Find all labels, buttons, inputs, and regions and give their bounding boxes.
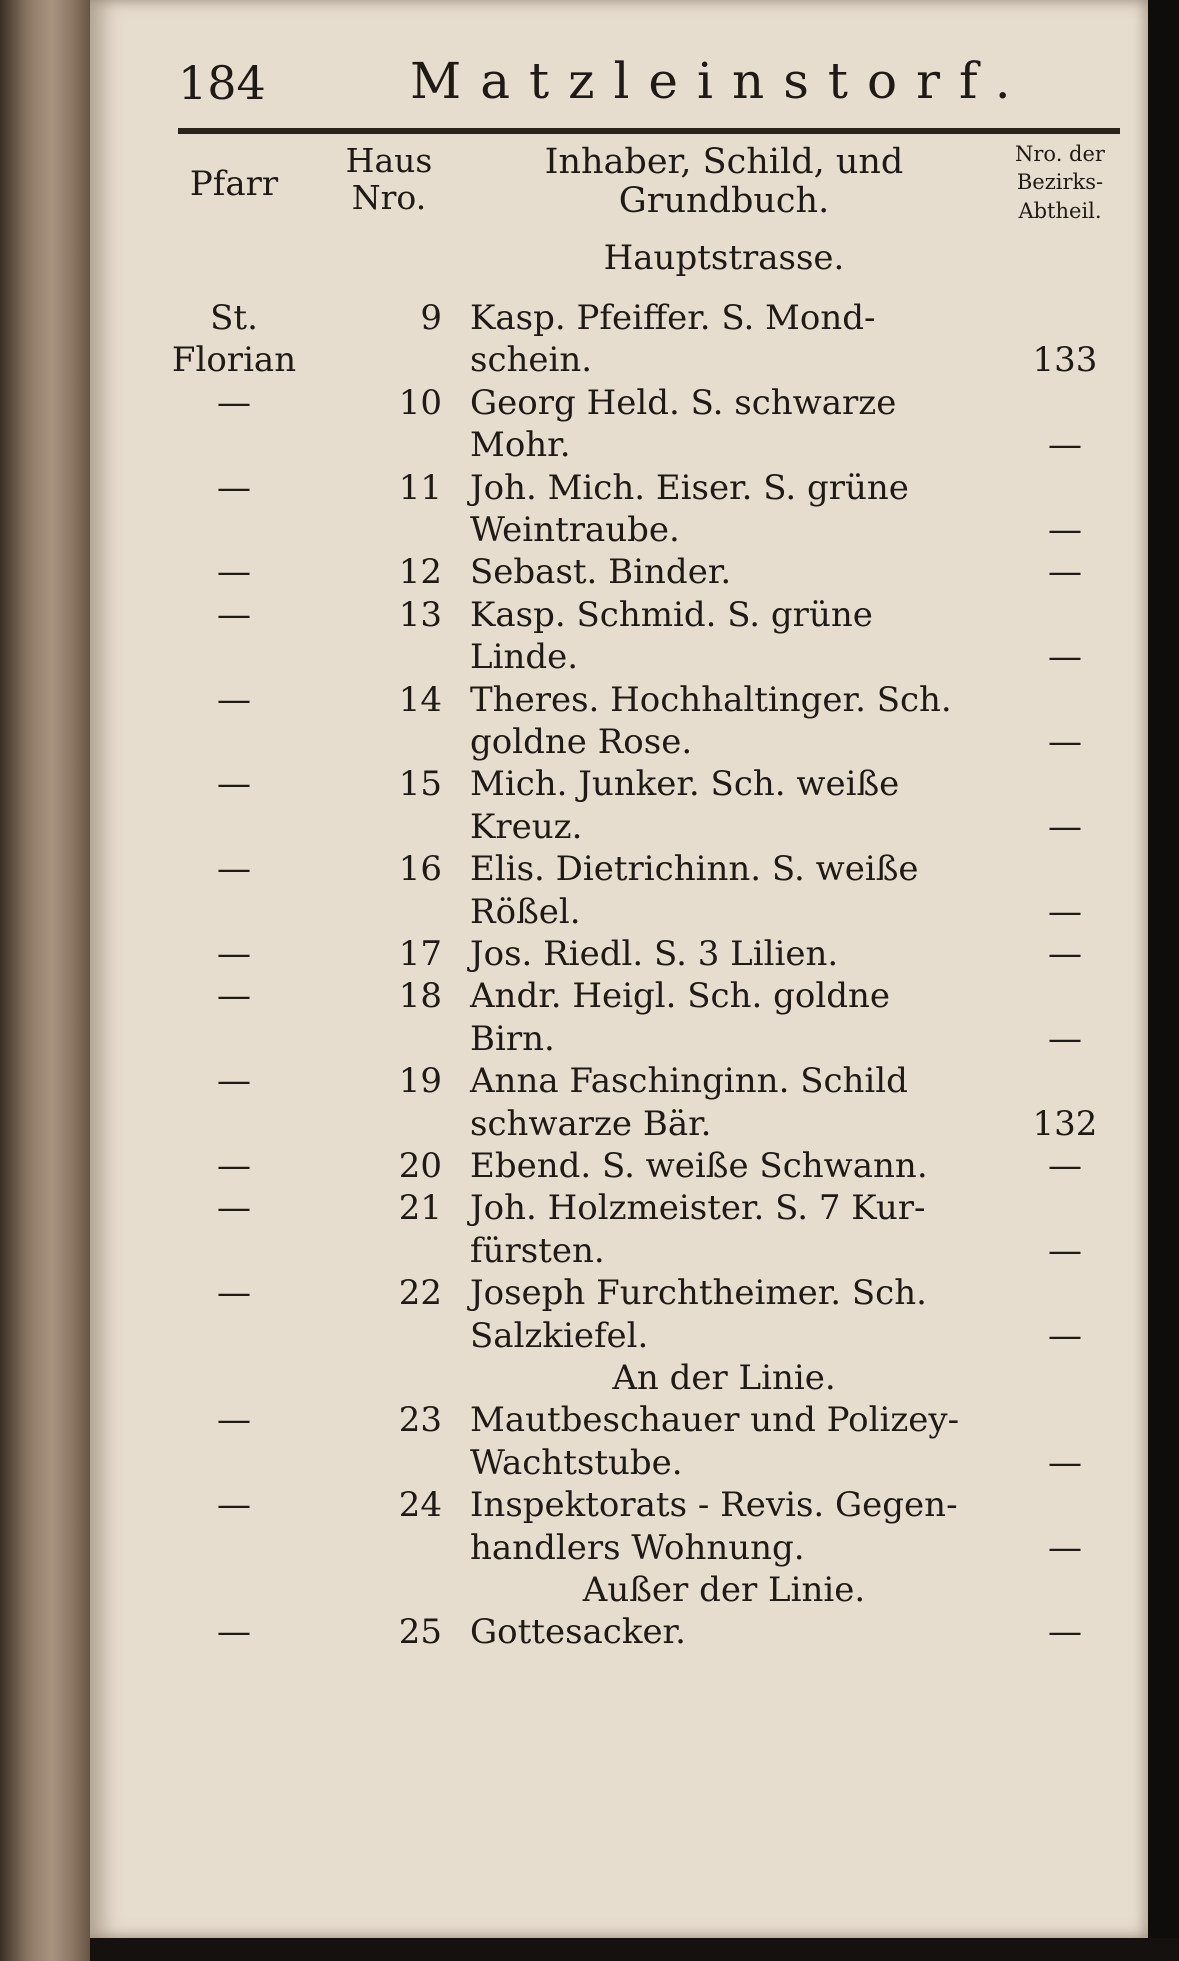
section-heading: An der Linie. xyxy=(612,1358,836,1398)
house-number-cell: 15 xyxy=(398,764,442,805)
owner-sign-cell: Sebast. Binder. xyxy=(470,552,732,593)
book-binding xyxy=(0,0,94,1961)
district-cell: — xyxy=(1048,552,1082,593)
page-number: 184 xyxy=(178,56,266,110)
district-cell: — xyxy=(1048,1442,1082,1483)
district-cell: — xyxy=(1048,1230,1082,1271)
house-number-cell: 14 xyxy=(398,679,442,720)
section-heading: Außer der Linie. xyxy=(582,1570,866,1610)
owner-sign-cell: Joh. Mich. Eiser. S. grüne xyxy=(470,467,909,508)
house-number-cell: 20 xyxy=(398,1146,442,1186)
district-cell: — xyxy=(1048,1146,1082,1186)
owner-sign-cell: Jos. Riedl. S. 3 Lilien. xyxy=(470,934,839,974)
owner-sign-cell: Birn. xyxy=(470,1018,555,1059)
parish-cell: — xyxy=(217,764,251,805)
owner-sign-cell: Mich. Junker. Sch. weiße xyxy=(470,764,900,805)
house-number-cell: 23 xyxy=(398,1400,442,1441)
owner-sign-cell: schwarze Bär. xyxy=(470,1103,712,1144)
parish-cell: — xyxy=(217,382,251,423)
owner-sign-cell: Kasp. Pfeiffer. S. Mond- xyxy=(470,298,876,338)
parish-cell: — xyxy=(217,552,251,593)
book-page xyxy=(90,0,1148,1938)
owner-sign-cell: Elis. Dietrichinn. S. weiße xyxy=(470,849,919,890)
house-number-cell: 22 xyxy=(398,1273,442,1314)
owner-sign-cell: Theres. Hochhaltinger. Sch. xyxy=(470,679,952,720)
page-edge-shadow xyxy=(1148,0,1179,1961)
owner-sign-cell: Inspektorats - Revis. Gegen- xyxy=(470,1485,958,1526)
district-cell: — xyxy=(1048,891,1082,932)
district-cell: — xyxy=(1048,934,1082,974)
parish-cell: — xyxy=(217,1612,251,1653)
owner-sign-cell: fürsten. xyxy=(470,1230,605,1271)
owner-sign-cell: Kasp. Schmid. S. grüne xyxy=(470,594,873,635)
owner-sign-cell: Georg Held. S. schwarze xyxy=(470,382,897,423)
parish-cell: — xyxy=(217,1061,251,1102)
owner-sign-cell: Gottesacker. xyxy=(470,1612,686,1653)
page-bottom-shadow xyxy=(90,1938,1179,1961)
parish-cell: — xyxy=(217,594,251,635)
house-number-cell: 13 xyxy=(398,594,442,635)
owner-sign-cell: Linde. xyxy=(470,637,579,678)
column-header-inhaber: Inhaber, Schild, und Grundbuch. xyxy=(544,142,904,222)
house-number-cell: 17 xyxy=(398,934,442,974)
section-heading: Hauptstrasse. xyxy=(603,238,845,278)
parish-cell: — xyxy=(217,1485,251,1526)
parish-cell: St. xyxy=(210,298,258,338)
district-cell: — xyxy=(1048,806,1082,847)
owner-sign-cell: schein. xyxy=(470,340,593,381)
house-number-cell: 21 xyxy=(398,1188,442,1229)
parish-cell: — xyxy=(217,679,251,720)
house-number-cell: 18 xyxy=(398,976,442,1017)
parish-cell: — xyxy=(217,934,251,974)
owner-sign-cell: Rößel. xyxy=(470,891,581,932)
owner-sign-cell: Weintraube. xyxy=(470,510,680,550)
parish-cell: — xyxy=(217,849,251,890)
parish-cell: — xyxy=(217,467,251,508)
district-cell: — xyxy=(1048,722,1082,762)
parish-cell: — xyxy=(217,976,251,1017)
column-header-haus-nro: Haus Nro. xyxy=(345,141,433,217)
district-cell: — xyxy=(1048,425,1082,466)
house-number-cell: 9 xyxy=(420,298,442,338)
owner-sign-cell: Mohr. xyxy=(470,425,571,466)
parish-cell: Florian xyxy=(171,340,297,381)
running-head: Matzleinstorf. xyxy=(410,52,1030,110)
district-cell: 132 xyxy=(1032,1103,1098,1144)
owner-sign-cell: Salzkiefel. xyxy=(470,1315,649,1356)
owner-sign-cell: Kreuz. xyxy=(470,806,583,847)
owner-sign-cell: Ebend. S. weiße Schwann. xyxy=(470,1146,928,1186)
owner-sign-cell: Anna Faschinginn. Schild xyxy=(470,1061,908,1102)
district-cell: — xyxy=(1048,1315,1082,1356)
district-cell: — xyxy=(1048,1612,1082,1653)
owner-sign-cell: handlers Wohnung. xyxy=(470,1527,805,1568)
owner-sign-cell: Wachtstube. xyxy=(470,1442,683,1483)
house-number-cell: 24 xyxy=(398,1485,442,1526)
parish-cell: — xyxy=(217,1146,251,1186)
house-number-cell: 19 xyxy=(398,1061,442,1102)
district-cell: 133 xyxy=(1032,340,1098,381)
column-header-pfarre: Pfarr xyxy=(189,164,279,204)
district-cell: — xyxy=(1048,1527,1082,1568)
house-number-cell: 16 xyxy=(398,849,442,890)
district-cell: — xyxy=(1048,637,1082,678)
parish-cell: — xyxy=(217,1273,251,1314)
house-number-cell: 10 xyxy=(398,382,442,423)
house-number-cell: 11 xyxy=(398,467,442,508)
house-number-cell: 12 xyxy=(398,552,442,593)
house-number-cell: 25 xyxy=(398,1612,442,1653)
parish-cell: — xyxy=(217,1400,251,1441)
column-header-bezirk: Nro. der Bezirks-Abtheil. xyxy=(1015,142,1105,223)
owner-sign-cell: Mautbeschauer und Polizey- xyxy=(470,1400,960,1441)
owner-sign-cell: Joseph Furchtheimer. Sch. xyxy=(470,1273,927,1314)
district-cell: — xyxy=(1048,510,1082,550)
header-rule xyxy=(178,128,1120,134)
parish-cell: — xyxy=(217,1188,251,1229)
owner-sign-cell: goldne Rose. xyxy=(470,722,693,762)
owner-sign-cell: Joh. Holzmeister. S. 7 Kur- xyxy=(470,1188,926,1229)
district-cell: — xyxy=(1048,1018,1082,1059)
owner-sign-cell: Andr. Heigl. Sch. goldne xyxy=(470,976,890,1017)
